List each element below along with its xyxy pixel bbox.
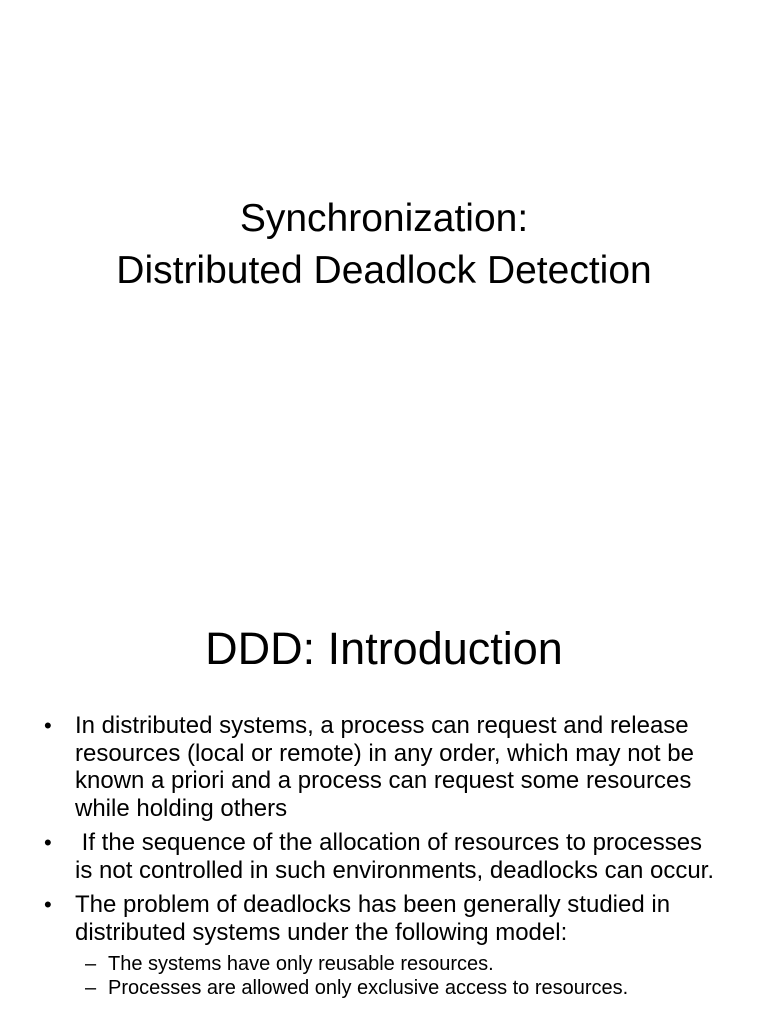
sub-bullet-item	[0, 975, 768, 1001]
slide-title-line-2: Distributed Deadlock Detection	[116, 249, 652, 292]
bullet-text: If the sequence of the allocation of resources to processes is not controlled in such environments, deadlocks can occur.	[75, 829, 715, 884]
bullet-item	[0, 829, 768, 884]
bullet-item	[0, 891, 768, 946]
bullet-list	[0, 712, 768, 1001]
slide-title-line-1: Synchronization:	[239, 197, 529, 240]
sub-bullet-text: Processes are allowed only exclusive access to resources.	[108, 977, 629, 999]
sub-bullet-text: The systems have only reusable resources.	[108, 953, 494, 975]
bullet-marker: •	[44, 892, 52, 917]
sub-bullet-marker: –	[85, 977, 97, 999]
bullet-marker: •	[44, 713, 52, 738]
bullet-item	[0, 712, 768, 822]
sub-bullet-item	[0, 951, 768, 977]
bullet-marker: •	[44, 830, 52, 855]
bullet-text: In distributed systems, a process can request and release resources (local or remote) in any order, which may not be known a priori and a process can request some resources while holding others	[75, 712, 694, 822]
sub-bullet-marker: –	[85, 953, 97, 975]
slide-title	[0, 193, 768, 297]
bullet-text: The problem of deadlocks has been generally studied in distributed systems under the following model:	[75, 891, 671, 946]
section-heading: DDD: Introduction	[205, 623, 563, 674]
